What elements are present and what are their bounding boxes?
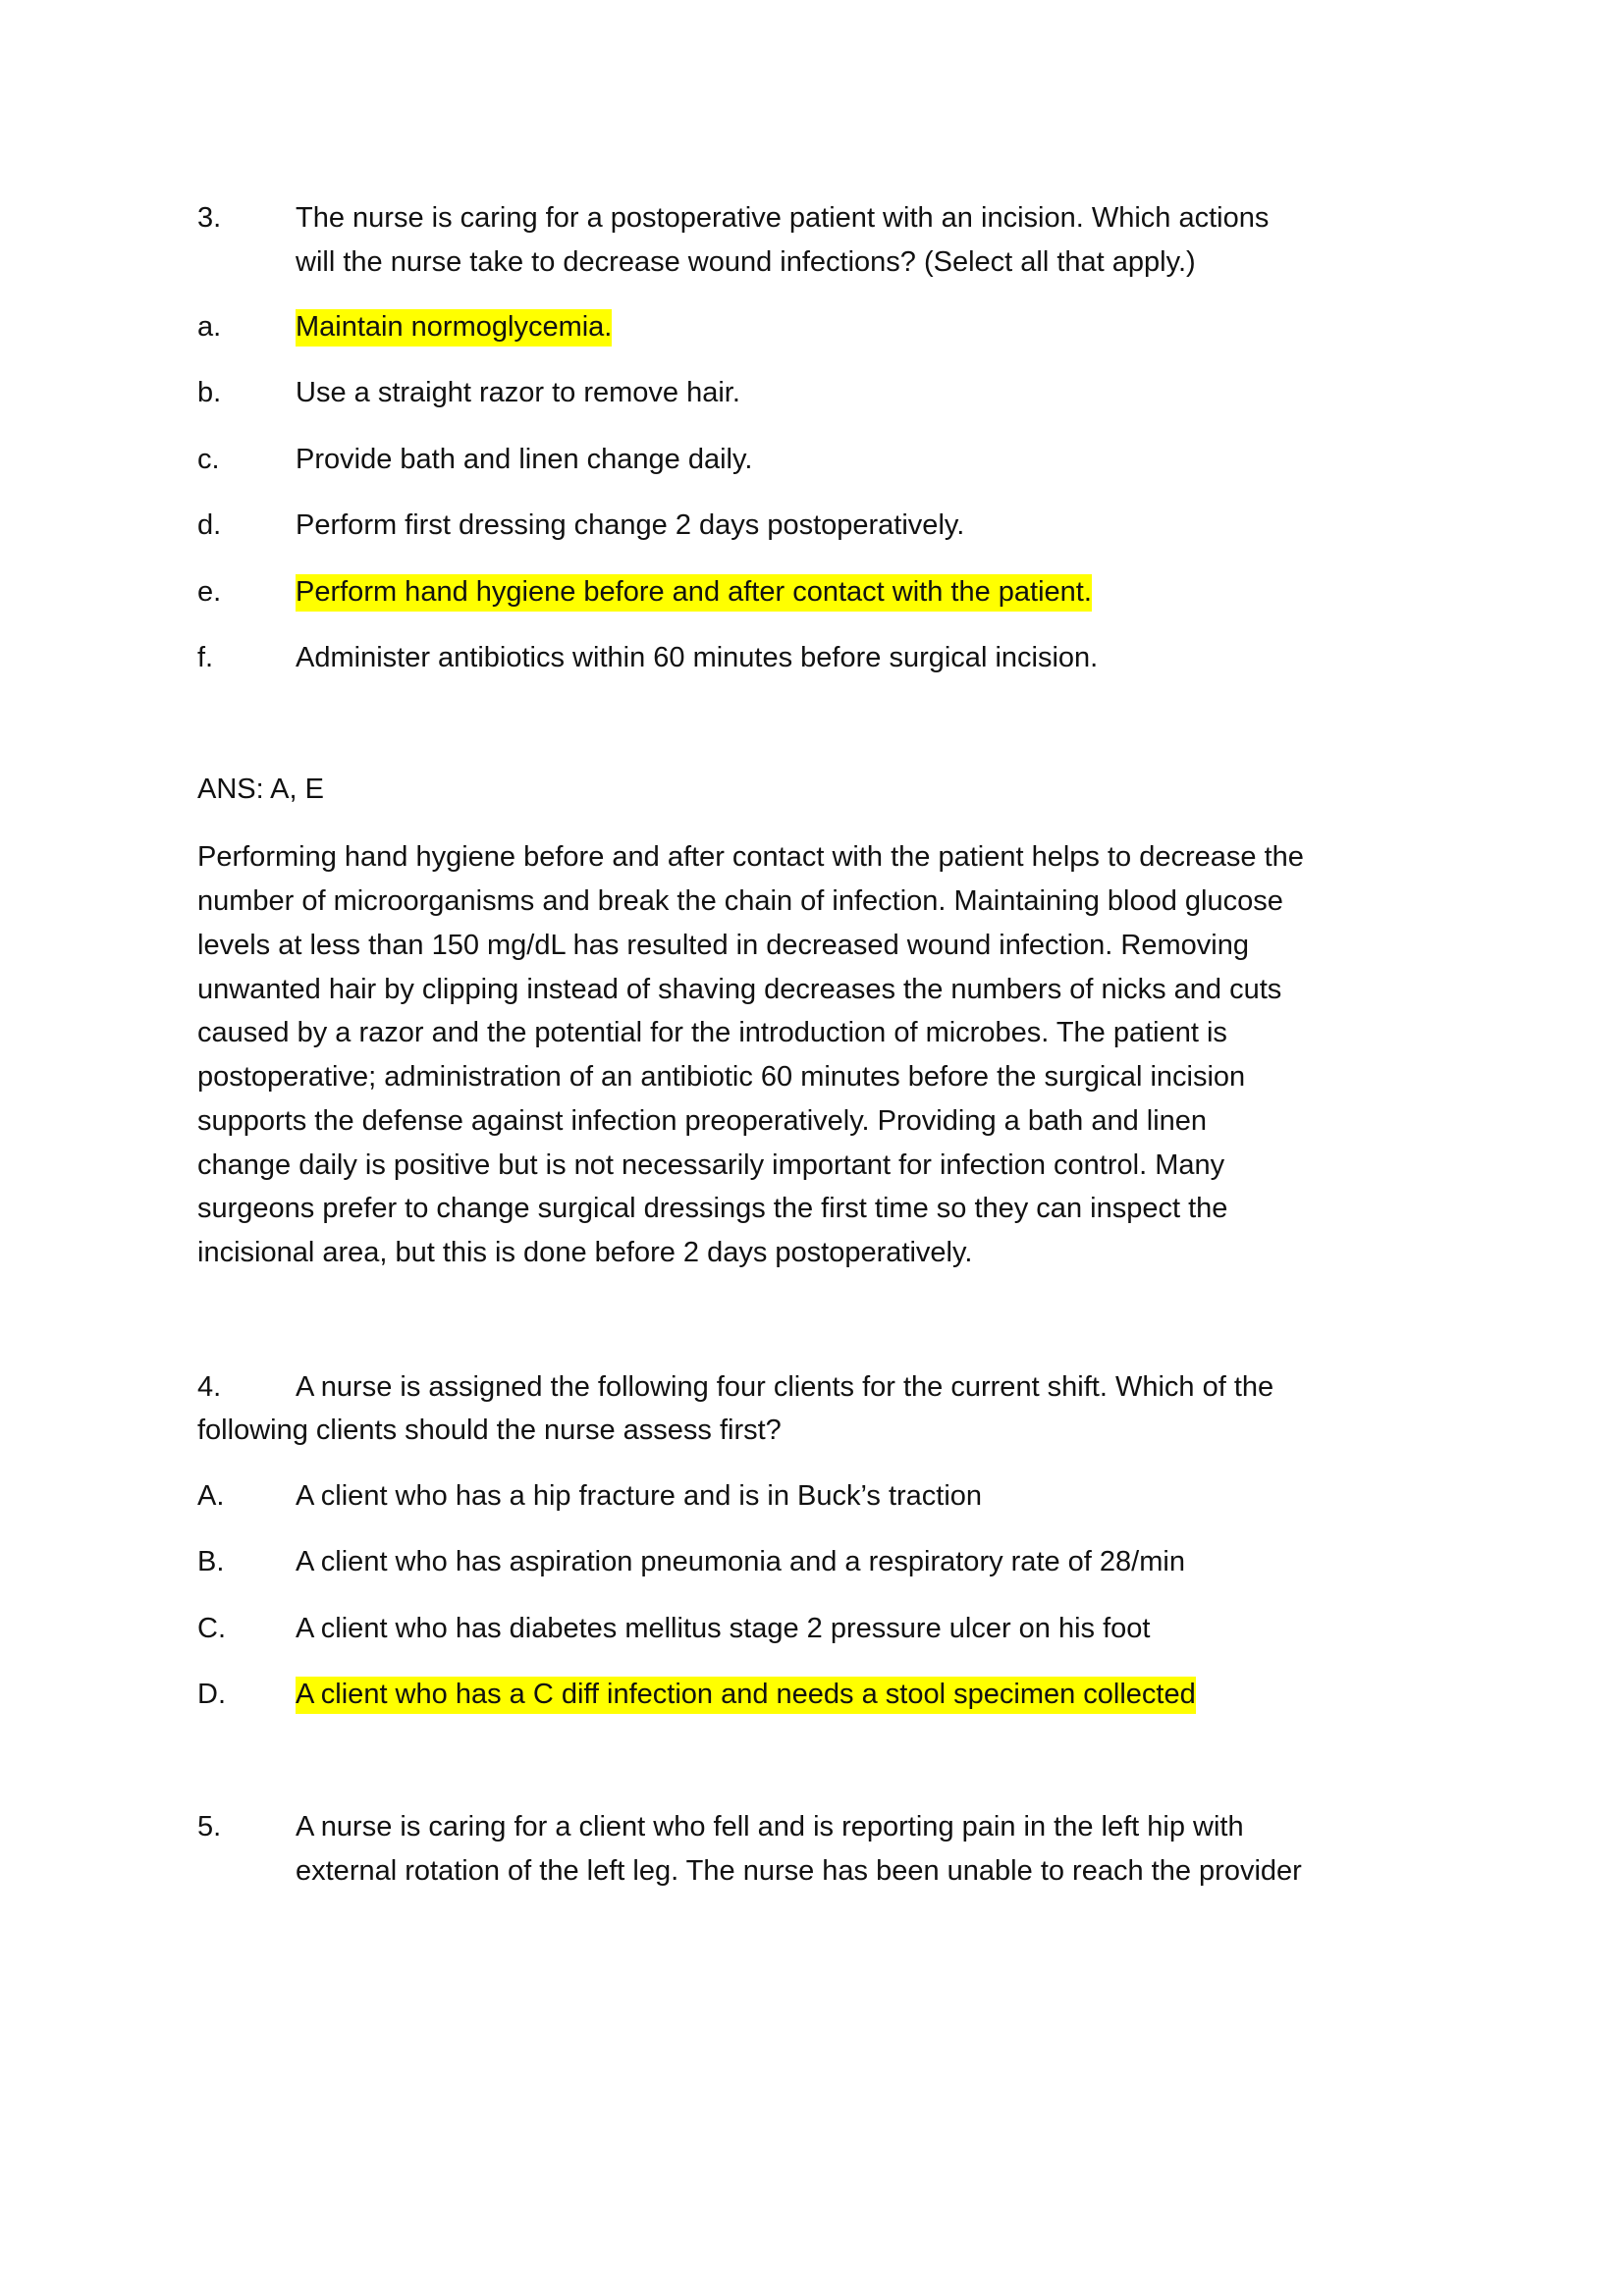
option-c: A client who has diabetes mellitus stage 2 pressure ulcer on his foot <box>296 1613 1151 1644</box>
question-stem-line: A nurse is assigned the following four clients for the current shift. Which of the <box>296 1371 1274 1403</box>
option-letter: A. <box>197 1480 225 1512</box>
rationale-line: caused by a razor and the potential for the introduction of microbes. The patient is <box>197 1017 1227 1048</box>
question-stem-line: A nurse is caring for a client who fell and is reporting pain in the left hip with <box>296 1811 1244 1842</box>
option-letter: B. <box>197 1546 225 1577</box>
rationale-line: change daily is positive but is not necessarily important for infection control. Many <box>197 1149 1225 1181</box>
option-letter: e. <box>197 576 222 608</box>
option-b: A client who has aspiration pneumonia and a respiratory rate of 28/min <box>296 1546 1185 1577</box>
option-c: Provide bath and linen change daily. <box>296 444 753 475</box>
rationale-line: unwanted hair by clipping instead of shaving decreases the numbers of nicks and cuts <box>197 974 1282 1005</box>
option-d-highlighted: A client who has a C diff infection and needs a stool specimen collected <box>296 1677 1196 1714</box>
option-letter: d. <box>197 509 222 541</box>
rationale-line: postoperative; administration of an antibiotic 60 minutes before the surgical incision <box>197 1061 1246 1093</box>
question-stem-line: external rotation of the left leg. The nurse has been unable to reach the provider <box>296 1855 1302 1887</box>
option-letter: D. <box>197 1679 226 1710</box>
question-stem-line: following clients should the nurse assess first? <box>197 1415 782 1446</box>
option-a-highlighted: Maintain normoglycemia. <box>296 309 612 347</box>
rationale-line: surgeons prefer to change surgical dressings the first time so they can inspect the <box>197 1193 1228 1224</box>
option-letter: c. <box>197 444 220 475</box>
rationale-line: Performing hand hygiene before and after contact with the patient helps to decrease the <box>197 841 1304 873</box>
option-letter: b. <box>197 377 222 408</box>
option-a: A client who has a hip fracture and is in Buck’s traction <box>296 1480 983 1512</box>
option-letter: f. <box>197 642 214 673</box>
option-e-highlighted: Perform hand hygiene before and after contact with the patient. <box>296 574 1092 612</box>
question-stem-line: will the nurse take to decrease wound infections? (Select all that apply.) <box>296 246 1196 278</box>
option-letter: C. <box>197 1613 226 1644</box>
question-number: 4. <box>197 1371 222 1403</box>
question-number: 5. <box>197 1811 222 1842</box>
question-number: 3. <box>197 202 222 234</box>
option-d: Perform first dressing change 2 days postoperatively. <box>296 509 965 541</box>
option-f: Administer antibiotics within 60 minutes before surgical incision. <box>296 642 1099 673</box>
rationale-line: levels at less than 150 mg/dL has resulted in decreased wound infection. Removing <box>197 930 1249 961</box>
rationale-line: number of microorganisms and break the chain of infection. Maintaining blood glucose <box>197 885 1283 917</box>
answer-key: ANS: A, E <box>197 774 324 805</box>
option-b: Use a straight razor to remove hair. <box>296 377 740 408</box>
question-stem-line: The nurse is caring for a postoperative patient with an incision. Which actions <box>296 202 1270 234</box>
rationale-line: supports the defense against infection preoperatively. Providing a bath and linen <box>197 1105 1208 1137</box>
rationale-line: incisional area, but this is done before 2 days postoperatively. <box>197 1237 973 1268</box>
option-letter: a. <box>197 311 222 343</box>
